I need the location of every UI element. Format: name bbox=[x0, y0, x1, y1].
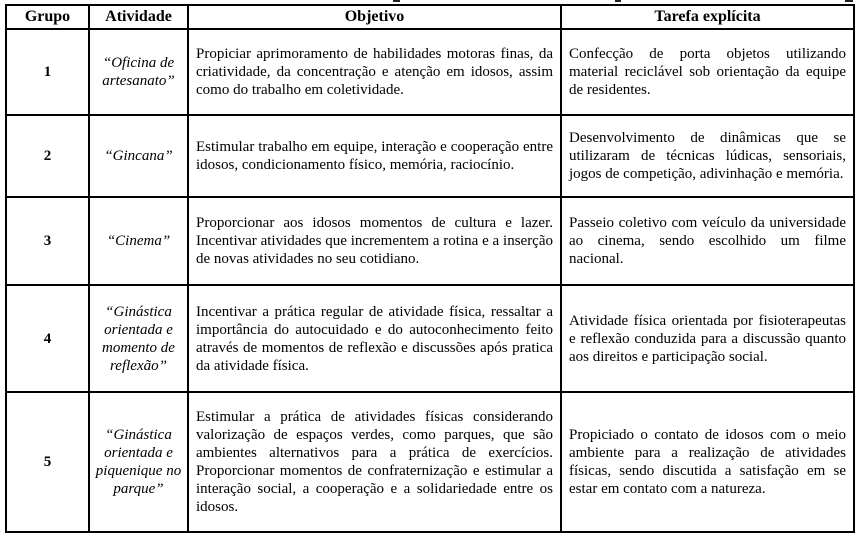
table-row bbox=[6, 115, 854, 197]
cell-atividade: “Cinema” bbox=[89, 197, 188, 285]
cell-tarefa: Desenvolvimento de dinâmicas que se utilizaram de técnicas lúdicas, sensoriais, jogos de competição, adivinhação e memória. bbox=[561, 115, 854, 197]
cell-tarefa: Atividade física orientada por fisioterapeutas e reflexão conduzida para a discussão quanto aos direitos e participação social. bbox=[561, 285, 854, 392]
cell-grupo: 2 bbox=[6, 115, 89, 197]
cell-grupo: 1 bbox=[6, 29, 89, 115]
activities-table bbox=[5, 4, 855, 533]
cell-objetivo: Estimular trabalho em equipe, interação e cooperação entre idosos, condicionamento físico, memória, raciocínio. bbox=[188, 115, 561, 197]
cell-grupo: 3 bbox=[6, 197, 89, 285]
table-row bbox=[6, 29, 854, 115]
cell-objetivo: Incentivar a prática regular de atividade física, ressaltar a importância do autocuidado e do autoconhecimento feito através de momentos de reflexão e discussões após pratica da atividade física. bbox=[188, 285, 561, 392]
cell-objetivo: Proporcionar aos idosos momentos de cultura e lazer. Incentivar atividades que incrementem a rotina e a inserção de novas atividades no seu cotidiano. bbox=[188, 197, 561, 285]
cell-atividade: “Ginástica orientada e momento de reflexão” bbox=[89, 285, 188, 392]
cell-tarefa: Passeio coletivo com veículo da universidade ao cinema, sendo escolhido um filme nacional. bbox=[561, 197, 854, 285]
table-row bbox=[6, 285, 854, 392]
table-row bbox=[6, 197, 854, 285]
table-header-row bbox=[6, 5, 854, 29]
table-row bbox=[6, 392, 854, 532]
column-header-atividade: Atividade bbox=[89, 5, 188, 29]
cell-grupo: 4 bbox=[6, 285, 89, 392]
cell-objetivo: Estimular a prática de atividades físicas considerando valorização de espaços verdes, como parques, que são ambientes alternativos para a prática de exercícios. Proporcionar momentos de confraternização e estimular a interação social, a cooperação e a solidariedade entre os idosos. bbox=[188, 392, 561, 532]
cell-atividade: “Oficina de artesanato” bbox=[89, 29, 188, 115]
caption-descender-mark bbox=[615, 0, 621, 2]
cell-atividade: “Ginástica orientada e piquenique no parque” bbox=[89, 392, 188, 532]
cell-tarefa: Propiciado o contato de idosos com o meio ambiente para a realização de atividades físicas, sendo discutida a satisfação em se estar em contato com a natureza. bbox=[561, 392, 854, 532]
column-header-objetivo: Objetivo bbox=[188, 5, 561, 29]
cell-atividade: “Gincana” bbox=[89, 115, 188, 197]
caption-descender-mark bbox=[393, 0, 400, 2]
column-header-grupo: Grupo bbox=[6, 5, 89, 29]
cell-objetivo: Propiciar aprimoramento de habilidades motoras finas, da criatividade, da concentração e atenção em idosos, assim como do trabalho em coletividade. bbox=[188, 29, 561, 115]
cell-grupo: 5 bbox=[6, 392, 89, 532]
caption-descender-mark bbox=[845, 0, 853, 2]
cell-tarefa: Confecção de porta objetos utilizando material reciclável sob orientação da equipe de residentes. bbox=[561, 29, 854, 115]
column-header-tarefa: Tarefa explícita bbox=[561, 5, 854, 29]
